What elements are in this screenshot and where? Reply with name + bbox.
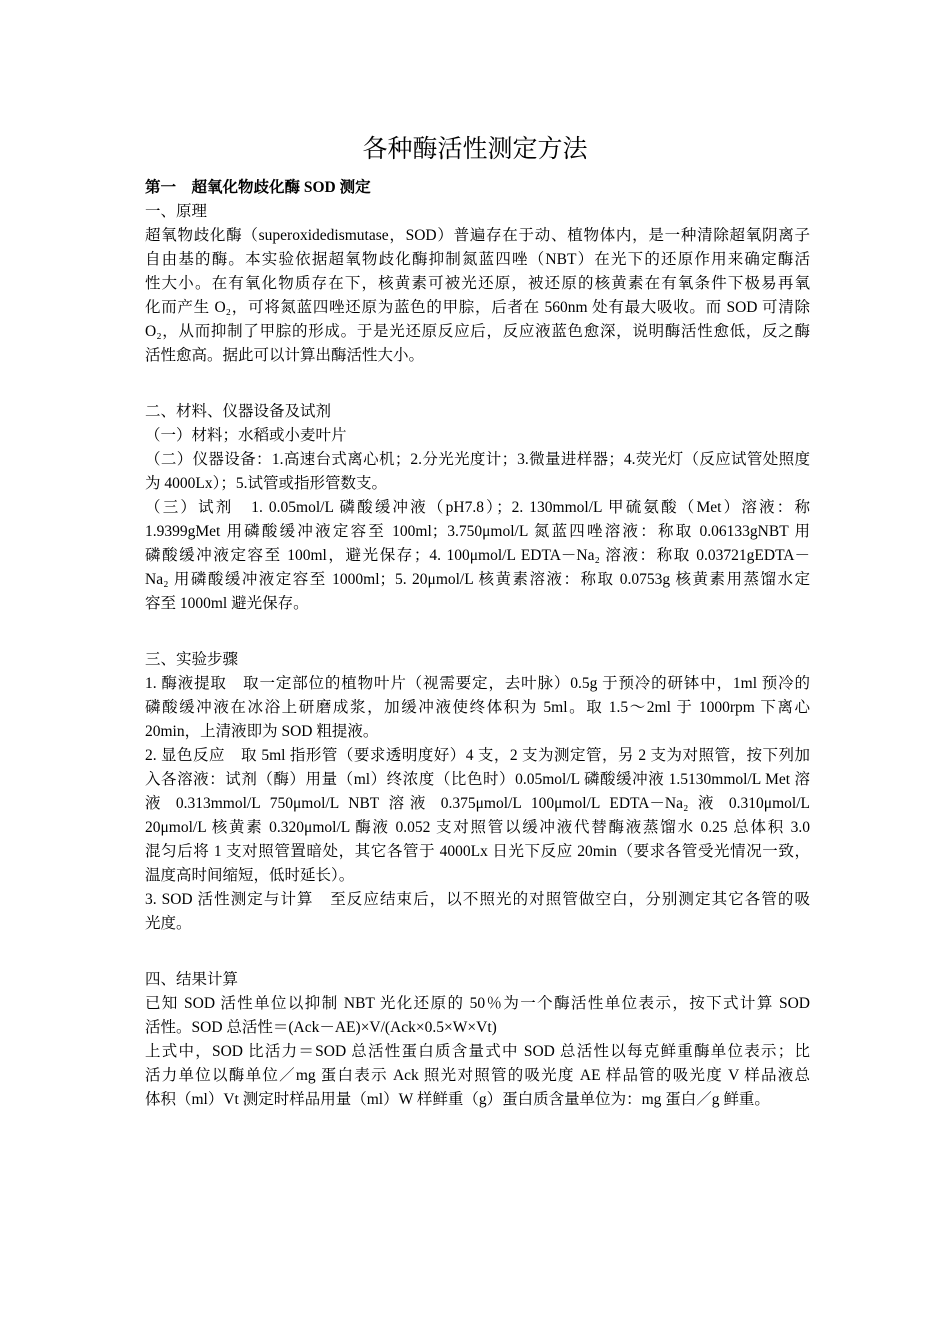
materials-line: 容至 1000ml 避光保存。 (145, 595, 309, 612)
materials-line: 为 4000Lx）；5.试管或指形管数支。 (145, 475, 387, 492)
principle-line: 活性愈高。据此可以计算出酶活性大小。 (145, 347, 425, 364)
principle-line: 自由基的酶。本实验依据超氧物歧化酶抑制氮蓝四唑（NBT）在光下的还原作用来确定酶活 (145, 251, 810, 268)
document-title: 各种酶活性测定方法 (362, 134, 588, 163)
results-line: 活力单位以酶单位／mg 蛋白表示 Ack 照光对照管的吸光度 AE 样品管的吸光度 V 样品液总 (145, 1067, 810, 1084)
materials-line: （二）仪器设备：1.高速台式离心机；2.分光光度计；3.微量进样器；4.荧光灯（反应试管处照度 (145, 451, 810, 468)
steps-line: 20μmol/L 核黄素 0.320μmol/L 酶液 0.052 支对照管以缓冲液代替酶液蒸馏水 0.25 总体积 3.0 (145, 819, 810, 836)
results-line: 上式中，SOD 比活力＝SOD 总活性蛋白质含量式中 SOD 总活性以每克鲜重酶单位表示；比 (145, 1043, 810, 1060)
steps-line: 磷酸缓冲液在冰浴上研磨成浆，加缓冲液使终体积为 5ml。取 1.5～2ml 于 1000rpm 下离心 (145, 699, 810, 716)
materials-heading: 二、材料、仪器设备及试剂 (145, 403, 332, 420)
steps-line: 入各溶液：试剂（酶）用量（ml）终浓度（比色时）0.05mol/L 磷酸缓冲液 1.5130mmol/L Met 溶 (145, 771, 810, 788)
materials-line: Na₂ 用磷酸缓冲液定容至 1000ml；5. 20μmol/L 核黄素溶液：称取 0.0753g 核黄素用蒸馏水定 (145, 571, 810, 588)
principle-heading: 一、原理 (145, 203, 208, 220)
results-line: 活性。SOD 总活性＝(Ack－AE)×V/(Ack×0.5×W×Vt) (145, 1019, 497, 1036)
principle-line: 超氧物歧化酶（superoxidedismutase，SOD）普遍存在于动、植物体内，是一种清除超氧阴离子 (145, 227, 810, 244)
section-heading: 第一 超氧化物歧化酶 SOD 测定 (145, 179, 371, 196)
materials-line: 1.9399gMet 用磷酸缓冲液定容至 100ml；3.750μmol/L 氮蓝四唑溶液：称取 0.06133gNBT 用 (145, 523, 810, 540)
materials-line: （一）材料；水稻或小麦叶片 (145, 427, 347, 444)
materials-line: （三）试剂 1. 0.05mol/L 磷酸缓冲液（pH7.8）；2. 130mmol/L 甲硫氨酸（Met）溶液：称 (145, 499, 810, 516)
steps-line: 3. SOD 活性测定与计算 至反应结束后，以不照光的对照管做空白，分别测定其它各管的吸 (145, 891, 810, 908)
principle-line: 化而产生 O₂，可将氮蓝四唑还原为蓝色的甲腙，后者在 560nm 处有最大吸收。而 SOD 可清除 (145, 299, 810, 316)
steps-line: 1. 酶液提取 取一定部位的植物叶片（视需要定，去叶脉）0.5g 于预冷的研钵中，1ml 预冷的 (145, 675, 810, 692)
steps-line: 液 0.313mmol/L 750μmol/L NBT 溶液 0.375μmol/L 100μmol/L EDTA－Na₂ 液 0.310μmol/L (145, 795, 810, 812)
materials-line: 磷酸缓冲液定容至 100ml，避光保存；4. 100μmol/L EDTA－Na₂ 溶液：称取 0.03721gEDTA－ (145, 547, 810, 564)
principle-line: O₂，从而抑制了甲腙的形成。于是光还原反应后，反应液蓝色愈深，说明酶活性愈低，反之酶 (145, 323, 810, 340)
steps-line: 温度高时间缩短，低时延长）。 (145, 867, 355, 884)
steps-heading: 三、实验步骤 (145, 651, 239, 668)
principle-line: 性大小。在有氧化物质存在下，核黄素可被光还原，被还原的核黄素在有氧条件下极易再氧 (145, 275, 810, 292)
results-line: 已知 SOD 活性单位以抑制 NBT 光化还原的 50％为一个酶活性单位表示，按下式计算 SOD (145, 995, 810, 1012)
results-line: 体积（ml）Vt 测定时样品用量（ml）W 样鲜重（g）蛋白质含量单位为：mg 蛋白／g 鲜重。 (145, 1091, 770, 1108)
steps-line: 20min，上清液即为 SOD 粗提液。 (145, 723, 379, 740)
steps-line: 混匀后将 1 支对照管置暗处，其它各管于 4000Lx 日光下反应 20min（要求各管受光情况一致， (145, 843, 810, 860)
steps-line: 2. 显色反应 取 5ml 指形管（要求透明度好）4 支，2 支为测定管，另 2 支为对照管，按下列加 (145, 747, 810, 764)
steps-line: 光度。 (145, 915, 192, 932)
results-heading: 四、结果计算 (145, 971, 239, 988)
